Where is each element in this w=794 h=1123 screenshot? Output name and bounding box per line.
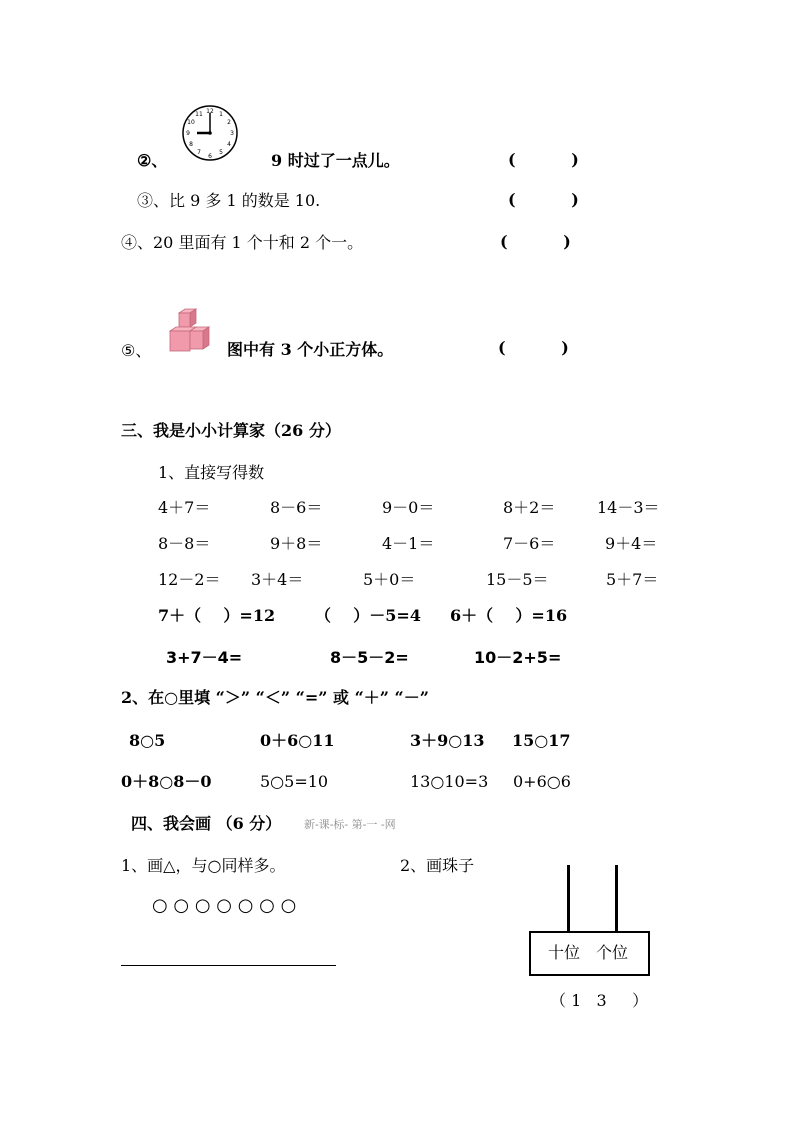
svg-text:6: 6 — [208, 153, 212, 160]
draw-task-1: 1、画△，与○同样多。 — [121, 856, 286, 875]
svg-text:8: 8 — [189, 141, 193, 148]
calc-item: 12－2＝ — [158, 570, 221, 589]
calc-item: 8＋2＝ — [503, 498, 556, 517]
q2-answer-blank[interactable]: ( ) — [508, 150, 579, 169]
svg-text:2: 2 — [227, 119, 231, 126]
compare-item: 3＋9○13 — [410, 731, 485, 750]
compare-item: 0+6○6 — [513, 772, 571, 791]
mixed-item: 3+7－4= — [166, 648, 243, 667]
blank-item: 7＋（ ）=12 — [158, 606, 276, 625]
abacus-rod-ones — [615, 865, 618, 931]
calc-item: 8－8＝ — [158, 534, 211, 553]
q5-answer-blank[interactable]: ( ) — [498, 338, 569, 357]
blank-item: 6＋（ ）=16 — [450, 606, 568, 625]
mixed-item: 10－2+5= — [474, 648, 562, 667]
svg-text:10: 10 — [187, 119, 195, 126]
section-4-title: 四、我会画 （6 分） — [131, 814, 282, 833]
section-3-sub1: 1、直接写得数 — [158, 463, 265, 482]
calc-item: 5＋7＝ — [606, 570, 659, 589]
section-3-title: 三、我是小小计算家（26 分） — [121, 421, 341, 440]
calc-item: 7－6＝ — [503, 534, 556, 553]
abacus-value: （ 1 3 ） — [550, 991, 649, 1010]
calc-item: 15－5＝ — [486, 570, 549, 589]
q3-statement: ③、比 9 多 1 的数是 10. — [137, 191, 321, 210]
q4-statement: ④、20 里面有 1 个十和 2 个一。 — [121, 233, 364, 252]
calc-item: 8－6＝ — [270, 498, 323, 517]
compare-item: 15○17 — [512, 731, 571, 750]
calc-item: 3＋4＝ — [251, 570, 304, 589]
compare-item: 13○10=3 — [410, 772, 489, 791]
draw-task-2: 2、画珠子 — [400, 856, 475, 875]
svg-text:7: 7 — [197, 149, 201, 156]
q4-answer-blank[interactable]: ( ) — [500, 232, 571, 251]
circles-row: ○ ○ ○ ○ ○ ○ ○ — [152, 895, 297, 916]
compare-item: 0＋6○11 — [260, 731, 335, 750]
calc-item: 9＋8＝ — [270, 534, 323, 553]
q2-statement: 9 时过了一点儿。 — [271, 151, 400, 170]
calc-item: 14－3＝ — [597, 498, 660, 517]
q3-answer-blank[interactable]: ( ) — [508, 190, 579, 209]
q5-statement: 图中有 3 个小正方体。 — [227, 340, 394, 359]
calc-item: 5＋0＝ — [363, 570, 416, 589]
svg-text:1: 1 — [219, 111, 223, 118]
calc-item: 9－0＝ — [382, 498, 435, 517]
abacus-rod-tens — [567, 865, 570, 931]
svg-text:12: 12 — [206, 108, 214, 115]
compare-item: 8○5 — [129, 731, 166, 750]
calc-item: 4＋7＝ — [158, 498, 211, 517]
section-3-sub2: 2、在○里填 “＞” “＜” “=” 或 “＋” “－” — [121, 688, 429, 707]
calc-item: 9＋4＝ — [605, 534, 658, 553]
svg-text:9: 9 — [186, 130, 190, 137]
abacus-tens-label: 十位 — [548, 943, 581, 962]
cubes-icon — [169, 309, 217, 353]
compare-item: 5○5=10 — [260, 772, 329, 791]
mixed-item: 8－5－2= — [330, 648, 409, 667]
triangle-answer-line[interactable] — [121, 965, 336, 966]
compare-item: 0＋8○8－0 — [121, 772, 212, 791]
svg-text:11: 11 — [195, 111, 203, 118]
svg-text:4: 4 — [227, 141, 231, 148]
blank-item: （ ）－5=4 — [315, 606, 421, 625]
abacus-ones-label: 个位 — [596, 943, 629, 962]
q2-number: ②、 — [137, 151, 168, 170]
clock-icon — [180, 104, 240, 162]
q5-number: ⑤、 — [121, 341, 152, 360]
calc-item: 4－1＝ — [382, 534, 435, 553]
svg-text:5: 5 — [219, 149, 223, 156]
watermark-text: 新-课-标- 第-一 -网 — [304, 818, 396, 831]
svg-text:3: 3 — [230, 130, 234, 137]
